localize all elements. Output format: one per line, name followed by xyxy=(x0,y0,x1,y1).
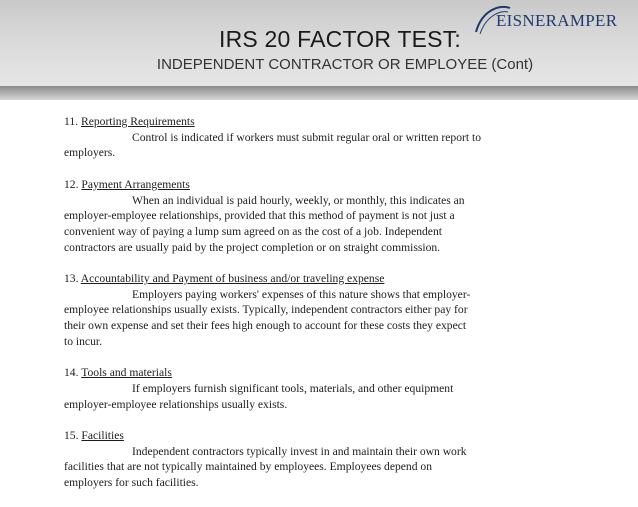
factor-line: employer-employee relationships, provided that this method of payment is not just a xyxy=(64,209,455,223)
factor-heading xyxy=(64,271,634,287)
header-divider xyxy=(0,86,638,100)
factor-title: Reporting Requirements xyxy=(80,115,195,128)
factor-number: 13. xyxy=(64,272,79,285)
factor-title: Accountability and Payment of business and/or traveling expense xyxy=(80,272,385,285)
factor-item xyxy=(64,177,634,256)
factor-item xyxy=(64,365,634,412)
factor-heading xyxy=(64,428,634,444)
factor-item xyxy=(64,114,634,161)
factor-heading xyxy=(64,114,634,130)
eisneramper-logo xyxy=(472,2,638,38)
factor-heading xyxy=(64,365,634,381)
factor-title: Payment Arrangements xyxy=(81,177,190,191)
factor-line: When an individual is paid hourly, weekly, or monthly, this indicates an xyxy=(132,193,465,207)
factor-line: Independent contractors typically invest in and maintain their own work xyxy=(132,444,467,458)
factor-line: employers. xyxy=(64,146,116,160)
factor-item xyxy=(64,271,634,350)
factor-title: Facilities xyxy=(81,429,124,442)
slide-title: IRS 20 FACTOR TEST: xyxy=(219,26,461,52)
factor-title: Tools and materials xyxy=(81,366,172,380)
factor-heading xyxy=(64,177,634,193)
factor-item xyxy=(64,428,634,491)
factor-number: 14. xyxy=(64,366,79,380)
factor-line: contractors are usually paid by the project completion or on straight commission. xyxy=(64,240,441,254)
factor-line: Employers paying workers' expenses of this nature shows that employer- xyxy=(132,287,471,301)
factor-line: to incur. xyxy=(64,334,102,348)
logo-text: EISNERAMPER xyxy=(496,11,618,30)
factor-list xyxy=(64,114,634,507)
factor-line: Control is indicated if workers must submit regular oral or written report to xyxy=(132,130,482,144)
factor-number: 12. xyxy=(64,177,79,191)
factor-line: If employers furnish significant tools, materials, and other equipment xyxy=(132,381,454,395)
factor-number: 11. xyxy=(64,115,79,128)
factor-number: 15. xyxy=(64,429,79,442)
factor-line: employee relationships usually exists. Typically, independent contractors either pay for xyxy=(64,303,468,317)
factor-line: employer-employee relationships usually exists. xyxy=(64,397,288,411)
factor-line: their own expense and set their fees high enough to account for these costs they expect xyxy=(64,319,467,333)
slide-header xyxy=(0,0,638,86)
factor-line: employers for such facilities. xyxy=(64,476,199,490)
factor-line: facilities that are not typically maintained by employees. Employees depend on xyxy=(64,460,432,474)
slide-subtitle: INDEPENDENT CONTRACTOR OR EMPLOYEE (Cont) xyxy=(156,56,534,73)
factor-line: convenient way of paying a lump sum agreed on as the cost of a job. Independent xyxy=(64,224,442,238)
